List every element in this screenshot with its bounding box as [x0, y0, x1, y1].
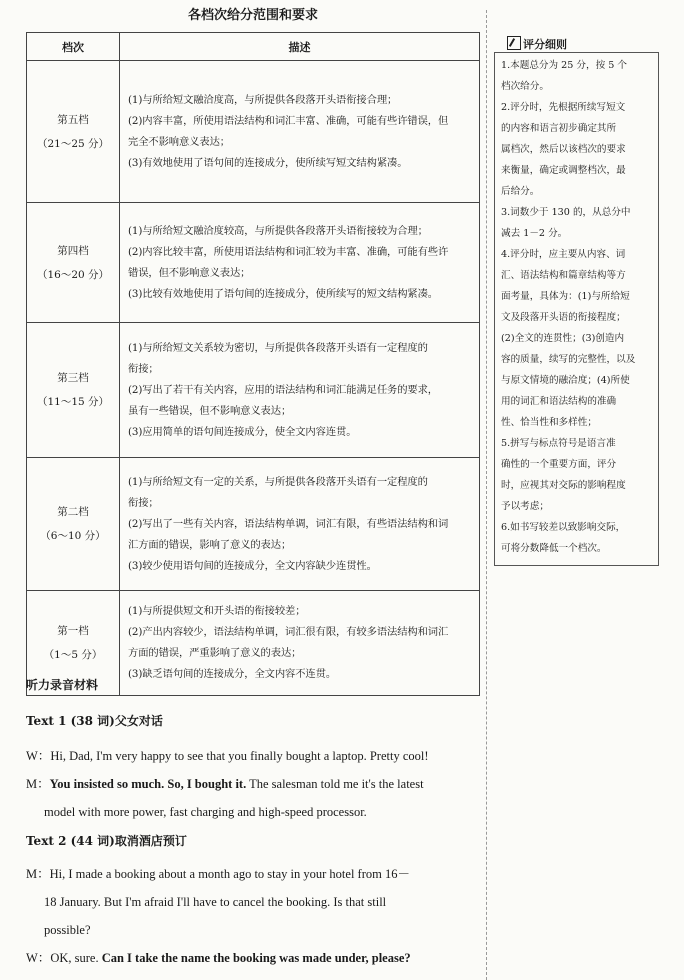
description-line: 完全不影响意义表达； [128, 135, 230, 148]
rule-line: 性、恰当性和多样性； [501, 417, 597, 428]
description-cell [120, 323, 480, 458]
description-line: 衔接； [128, 496, 159, 509]
text2-m-line3: possible? [44, 923, 91, 937]
description-line: (3)应用简单的语句间连接成分，使全文内容连贯。 [128, 425, 357, 438]
side-header [504, 36, 570, 52]
listening-section-title: 听力录音材料 [26, 678, 99, 692]
text1-m-line [26, 770, 474, 798]
rule-line: 可将分数降低一个档次。 [501, 543, 607, 554]
table-header-row [27, 33, 480, 61]
table-row [27, 203, 480, 323]
text1-w-line [26, 742, 474, 770]
rule-line: 3.词数少于 130 的，从总分中 [501, 207, 631, 218]
speaker-w: W： [26, 951, 51, 965]
description-line: 方面的错误，严重影响了意义的表达； [128, 647, 302, 659]
level-range: （6～10 分） [40, 530, 106, 542]
description-line: (1)与所给短文融洽度高，与所提供各段落开头语衔接合理； [128, 93, 398, 106]
page-title: 各档次给分范围和要求 [187, 8, 318, 23]
level-range: （11～15 分） [36, 396, 110, 408]
description-cell [120, 203, 480, 323]
description-line: (2)内容丰富，所使用语法结构和词汇丰富、准确，可能有些许错误，但 [128, 114, 449, 127]
text2-m-text1: Hi, I made a booking about a month ago to stay in your hotel from 16－ [49, 867, 410, 881]
rule-line: (2)全文的连贯性；(3)创造内 [501, 333, 625, 344]
rule-line: 属档次，然后以该档次的要求 [501, 144, 626, 155]
text1-heading: Text 1 (38 词)父女对话 [26, 714, 163, 728]
level-name: 第三档 [57, 372, 89, 384]
description-line: (3)较少使用语句间的连接成分，全文内容缺少连贯性。 [128, 559, 377, 572]
scoring-rules-panel [494, 52, 659, 566]
page-divider [486, 10, 487, 980]
table-row [27, 458, 480, 591]
text2-heading: Text 2 (44 词)取消酒店预订 [26, 834, 187, 848]
description-line: (3)比较有效地使用了语句间的连接成分，使所续写的短文结构紧凑。 [128, 287, 438, 300]
level-range: （16～20 分） [36, 268, 110, 281]
level-range: （21～25 分） [36, 137, 110, 150]
description-cell [120, 458, 480, 591]
text1-m-rest: The salesman told me it's the latest [246, 777, 424, 791]
description-cell [120, 591, 480, 696]
text1-dialogue [26, 742, 474, 826]
speaker-w: W： [26, 749, 51, 763]
rule-line: 时，应视其对交际的影响程度 [501, 480, 626, 491]
rule-line: 后给分。 [501, 186, 540, 197]
pen-icon [507, 36, 521, 50]
text1-m-cont: model with more power, fast charging and high-speed processor. [44, 805, 367, 819]
rule-line: 予以考虑； [501, 501, 549, 512]
description-line: (1)与所给短文有一定的关系，与所提供各段落开头语有一定程度的 [128, 475, 428, 488]
description-line: 衔接； [128, 362, 159, 375]
level-name: 第一档 [57, 625, 89, 637]
rule-line: 用的词汇和语法结构的准确 [501, 396, 617, 407]
text2-m-line2: 18 January. But I'm afraid I'll have to cancel the booking. Is that still [44, 895, 387, 909]
rule-line: 确性的一个重要方面，评分 [501, 459, 617, 470]
description-line: 虽有一些错误，但不影响意义表达； [128, 404, 292, 417]
description-line: 错误，但不影响意义表达； [128, 266, 251, 279]
description-line: 汇方面的错误，影响了意义的表达； [128, 538, 292, 551]
header-level: 档次 [27, 33, 120, 61]
level-cell [27, 203, 120, 323]
rule-line: 汇、语法结构和篇章结构等方 [501, 270, 626, 281]
grading-table [26, 32, 480, 696]
rule-line: 2.评分时，先根据所续写短文 [501, 102, 626, 113]
rule-line: 5.拼写与标点符号是语言准 [501, 438, 616, 449]
rule-line: 的内容和语言初步确定其所 [501, 123, 617, 134]
rule-line: 容的质量，续写的完整性，以及 [501, 354, 636, 365]
table-row [27, 61, 480, 203]
text2-w-plain: OK, sure. [50, 951, 102, 965]
description-line: (3)缺乏语句间的连接成分，全文内容不连贯。 [128, 668, 337, 680]
description-line: (1)与所提供短文和开头语的衔接较差； [128, 605, 306, 617]
level-cell [27, 458, 120, 591]
rule-line: 6.如书写较差以致影响交际， [501, 522, 626, 533]
speaker-m: M： [26, 777, 50, 791]
rule-line: 4.评分时，应主要从内容、词 [501, 249, 626, 260]
rule-line: 减去 1－2 分。 [501, 228, 568, 239]
text2-w-bold: Can I take the name the booking was made under, please? [101, 951, 411, 965]
level-name: 第二档 [57, 506, 89, 518]
level-name: 第五档 [57, 113, 89, 126]
level-name: 第四档 [57, 244, 89, 257]
side-header-label: 评分细则 [523, 38, 567, 51]
text1-m-bold: You insisted so much. So, I bought it. [49, 777, 247, 791]
description-line: (2)内容比较丰富，所使用语法结构和词汇较为丰富、准确，可能有些许 [128, 245, 449, 258]
rule-line: 面考量，具体为：(1)与所给短 [501, 291, 630, 302]
text1-w-text: Hi, Dad, I'm very happy to see that you finally bought a laptop. Pretty cool! [50, 749, 429, 763]
description-cell [120, 61, 480, 203]
description-line: (1)与所给短文关系较为密切，与所提供各段落开头语有一定程度的 [128, 341, 428, 354]
description-line: (1)与所给短文融洽度较高，与所提供各段落开头语衔接较为合理； [128, 224, 428, 237]
level-cell [27, 61, 120, 203]
text2-m-line1 [26, 860, 474, 888]
rule-line: 文及段落开头语的衔接程度； [501, 312, 626, 323]
table-row [27, 323, 480, 458]
rule-line: 与原文情境的融洽度；(4)所使 [501, 375, 630, 386]
description-line: (2)写出了若干有关内容，应用的语法结构和词汇能满足任务的要求， [128, 383, 438, 396]
rule-line: 来衡量，确定或调整档次，最 [501, 165, 626, 176]
text2-w-line [26, 944, 474, 972]
rule-line: 档次给分。 [501, 81, 549, 92]
header-description: 描述 [120, 33, 480, 61]
description-line: (2)产出内容较少，语法结构单调，词汇很有限，有较多语法结构和词汇 [128, 626, 449, 638]
description-line: (2)写出了一些有关内容，语法结构单调，词汇有限，有些语法结构和词 [128, 517, 449, 530]
text2-dialogue [26, 860, 474, 972]
level-range: （1～5 分） [43, 649, 103, 661]
description-line: (3)有效地使用了语句间的连接成分，使所续写短文结构紧凑。 [128, 156, 408, 169]
level-cell [27, 323, 120, 458]
speaker-m: M： [26, 867, 50, 881]
rule-line: 1.本题总分为 25 分，按 5 个 [501, 60, 628, 71]
